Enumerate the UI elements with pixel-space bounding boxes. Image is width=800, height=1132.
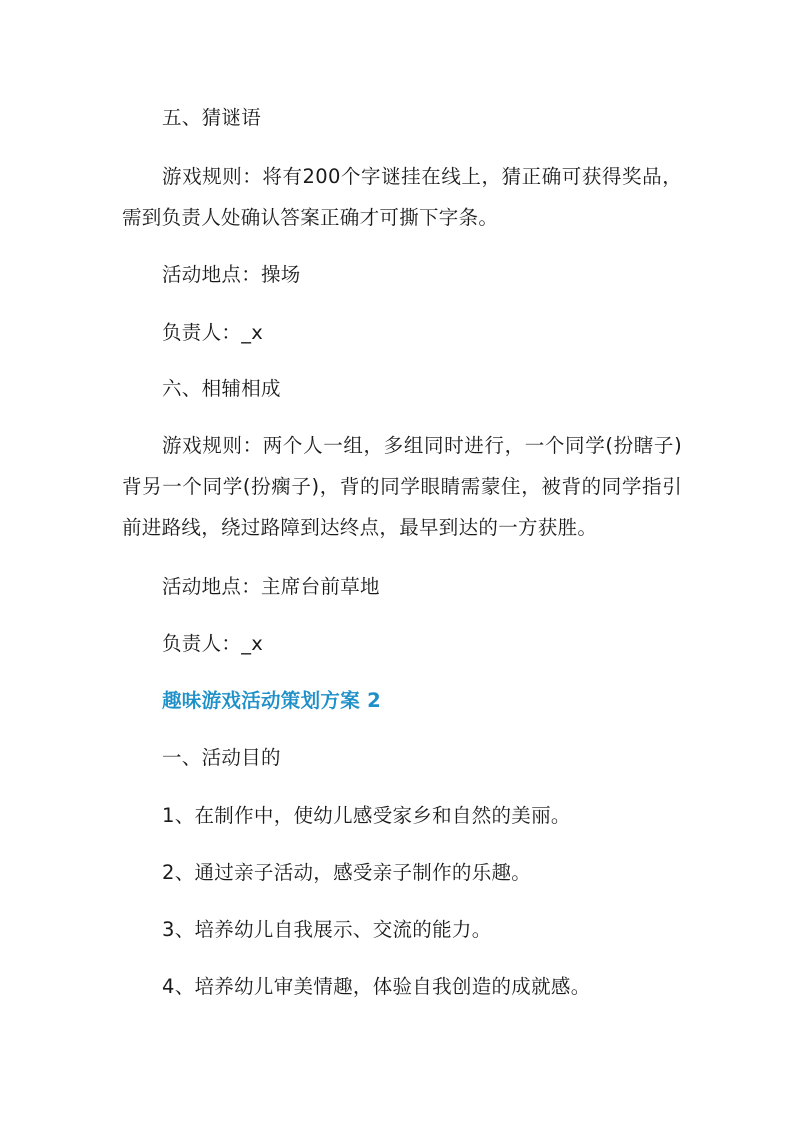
goal-list-item: 2、通过亲子活动，感受亲子制作的乐趣。 [162,861,532,884]
plan-heading: 趣味游戏活动策划方案 2 [162,689,381,712]
section-title-mutual-help: 六、相辅相成 [162,377,281,400]
section-title-guess-riddles: 五、猜谜语 [162,106,262,129]
goal-list-item: 1、在制作中，使幼儿感受家乡和自然的美丽。 [162,804,571,827]
activity-location: 活动地点：主席台前草地 [162,575,380,598]
section-title-activity-goals: 一、活动目的 [162,746,281,769]
game-rules-paragraph: 游戏规则：将有200个字谜挂在线上，猜正确可获得奖品，需到负责人处确认答案正确才可撕下字条。 [122,165,682,229]
activity-location: 活动地点：操场 [162,263,301,286]
game-rules-paragraph: 游戏规则：两个人一组，多组同时进行，一个同学(扮瞎子)背另一个同学(扮瘸子)，背的同学眼睛需蒙住，被背的同学指引前进路线，绕过路障到达终点，最早到达的一方获胜。 [122,434,682,539]
goal-list-item: 4、培养幼儿审美情趣，体验自我创造的成就感。 [162,975,591,998]
person-in-charge: 负责人：_x [162,632,264,655]
goal-list-item: 3、培养幼儿自我展示、交流的能力。 [162,918,492,941]
person-in-charge: 负责人：_x [162,321,264,344]
